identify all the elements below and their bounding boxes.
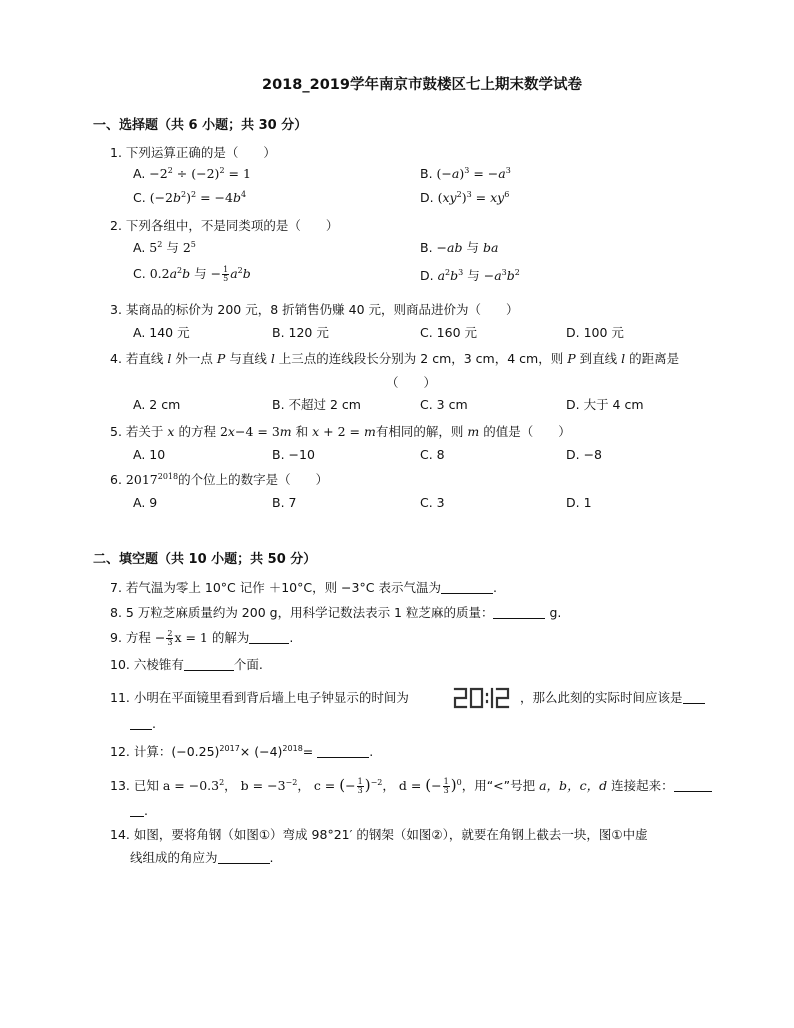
question-text: 某商品的标价为 200 元，8 折销售仍赚 40 元，则商品进价为（ ） — [125, 302, 519, 317]
power-exponent: 2018 — [157, 472, 179, 481]
question-text: 8. 5 万粒芝麻质量约为 200 g，用科学记数法表示 1 粒芝麻的质量： — [110, 605, 494, 620]
question-8 — [110, 605, 561, 620]
exponent: 2017 — [219, 744, 240, 753]
question-14-line-2 — [130, 850, 274, 865]
fraction-denominator: 3 — [167, 638, 173, 647]
option-label: C. — [133, 266, 146, 281]
question-number: 6. — [110, 472, 122, 487]
question-text: × (−4) — [239, 744, 283, 759]
question-number: 2. — [110, 218, 122, 233]
question-14-line-1: 14. 如图，要将角钢（如图①）弯成 98°21′ 的钢架（如图②），就要在角钢上截去一块，图①中虚 — [110, 827, 648, 842]
answer-blank — [317, 745, 369, 758]
question-2-option-b: B. −ab 与 ba — [420, 240, 499, 255]
option-label: A. — [133, 166, 146, 181]
answer-blank — [683, 691, 705, 704]
answer-blank — [441, 581, 493, 594]
question-text: 13. 已知 — [110, 778, 159, 793]
question-11-line-1 — [110, 690, 409, 705]
question-4-option-a: A. 2 cm — [133, 397, 181, 412]
question-number: 4. — [110, 351, 122, 366]
punctuation: . — [492, 580, 497, 595]
question-1-option-c: C. $(-2b^2)^2 = -4b^4$ — [133, 190, 247, 205]
option-label: B. — [420, 240, 433, 255]
question-1-option-d: D. $(xy^2)^3 = xy^6$ — [420, 190, 510, 205]
answer-blank — [674, 779, 712, 792]
question-text: ，用“<”号把 — [461, 778, 536, 793]
question-13-line-1: 13. 已知 $a = -0.3^2$， $b = -3^{-2}$， c = (− $\frac{1}{3}$ )$^{-2}$， d = (− $\frac{1}{3}$ )$^0$，用“<”号把 a，b，c，d 连接起来： — [110, 776, 712, 795]
question-9 — [110, 630, 293, 647]
question-5-option-d: D. −8 — [566, 447, 602, 462]
stem-part: 的距离是 — [629, 351, 680, 366]
option-label: D. — [420, 190, 434, 205]
stem-part: 有相同的解，则 — [375, 424, 464, 439]
stem-part: 若直线 — [125, 351, 164, 366]
question-5-option-b: B. −10 — [272, 447, 315, 462]
def-d: d = — [398, 778, 422, 793]
stem-part: 上三点的连线段长分别为 2 cm，3 cm，4 cm，则 — [278, 351, 564, 366]
conjunction: 与 — [194, 266, 207, 281]
question-10 — [110, 657, 263, 672]
question-text: 连接起来： — [611, 778, 674, 793]
question-4-answer-paren: （ ） — [386, 375, 437, 390]
question-3-option-a: A. 140 元 — [133, 325, 190, 340]
def-c: c = — [313, 778, 336, 793]
question-4-option-d: D. 大于 4 cm — [566, 397, 644, 412]
question-12 — [110, 744, 373, 759]
option-label: B. — [420, 166, 433, 181]
question-5-stem: 5. 若关于 x 的方程 2x−4 = 3m 和 x + 2 = m有相同的解，则 m 的值是（ ） — [110, 424, 571, 439]
exponent: 2018 — [282, 744, 303, 753]
option-label: D. — [420, 268, 434, 283]
punctuation: . — [269, 850, 274, 865]
stem-part: 的值是（ ） — [483, 424, 571, 439]
question-6-option-d: D. 1 — [566, 495, 592, 510]
question-text: 7. 若气温为零上 10°C 记作 ＋10°C，则 −3°C 表示气温为 — [110, 580, 441, 595]
question-5-option-a: A. 10 — [133, 447, 166, 462]
question-2-option-c: C. $0.2a^2b$ 与 − $\frac{1}{5}$ $a^2b$ — [133, 265, 251, 283]
question-11-line-1-end — [520, 690, 705, 705]
stem-part: 的方程 — [178, 424, 216, 439]
conjunction: 与 — [466, 240, 479, 255]
question-4-option-b: B. 不超过 2 cm — [272, 397, 361, 412]
stem-part: 与直线 — [229, 351, 267, 366]
punctuation: . — [152, 716, 156, 731]
stem-part: 若关于 — [125, 424, 164, 439]
question-text: 个面. — [233, 657, 263, 672]
stem-part: 和 — [295, 424, 309, 439]
question-6-option-b: B. 7 — [272, 495, 297, 510]
def-a: a = −0.3 — [162, 778, 220, 793]
question-text: 12. 计算：(−0.25) — [110, 744, 220, 759]
answer-blank — [493, 606, 545, 619]
fraction-numerator: 2 — [167, 629, 173, 638]
question-11-line-2 — [130, 716, 156, 731]
question-text: 下列运算正确的是（ ） — [125, 145, 276, 160]
unit: g. — [549, 605, 562, 620]
question-1-option-a: A. $-2^2 \div (-2)^2 = 1$ — [133, 166, 251, 181]
question-3-option-d: D. 100 元 — [566, 325, 624, 340]
question-text: 10. 六棱锥有 — [110, 657, 184, 672]
conjunction: 与 — [166, 240, 179, 255]
stem-part: 外一点 — [175, 351, 213, 366]
power-base: 2017 — [125, 472, 158, 487]
question-6-option-a: A. 9 — [133, 495, 158, 510]
question-1-stem — [110, 145, 276, 160]
question-5-option-c: C. 8 — [420, 447, 445, 462]
question-text: 11. 小明在平面镜里看到背后墙上电子钟显示的时间为 — [110, 690, 409, 705]
punctuation: . — [144, 803, 148, 818]
question-text: x = 1 的解为 — [174, 630, 250, 645]
question-6-option-c: C. 3 — [420, 495, 445, 510]
question-3-option-c: C. 160 元 — [420, 325, 478, 340]
question-number: 1. — [110, 145, 122, 160]
question-3-stem — [110, 302, 519, 317]
answer-blank — [130, 717, 152, 730]
question-4-stem: 4. 若直线 l 外一点 P 与直线 l 上三点的连线段长分别为 2 cm，3 cm，4 cm，则 P 到直线 l 的距离是 — [110, 351, 680, 366]
question-7 — [110, 580, 497, 595]
question-text: 下列各组中，不是同类项的是（ ） — [125, 218, 339, 233]
section-heading-fill: 二、填空题（共 10 小题；共 50 分） — [93, 552, 317, 567]
stem-part: 到直线 — [579, 351, 618, 366]
question-2-stem — [110, 218, 338, 233]
option-label: A. — [133, 240, 146, 255]
equals-sign: = — [302, 744, 314, 759]
answer-blank — [184, 658, 234, 671]
answer-blank — [249, 631, 289, 644]
stem-part: 的个位上的数字是（ ） — [178, 472, 329, 487]
question-text: 线组成的角应为 — [130, 850, 218, 865]
question-number: 3. — [110, 302, 122, 317]
conjunction: 与 — [467, 268, 480, 283]
punctuation: . — [369, 744, 374, 759]
question-2-option-d: D. $a^2b^3$ 与 $-a^3b^2$ — [420, 268, 520, 283]
question-text: 9. 方程 − — [110, 630, 166, 645]
option-label: C. — [133, 190, 146, 205]
def-b: b = −3 — [240, 778, 286, 793]
question-13-line-2 — [130, 803, 148, 818]
answer-blank — [218, 851, 270, 864]
question-1-option-b: B. $(-a)^3 = -a^3$ — [420, 166, 511, 181]
variable-list: a，b，c，d — [539, 778, 608, 793]
mirrored-digital-clock-icon — [452, 686, 514, 710]
question-text: ，那么此刻的实际时间应该是 — [520, 690, 683, 705]
question-6-stem — [110, 472, 328, 487]
page-title: 2018_2019学年南京市鼓楼区七上期末数学试卷 — [262, 77, 582, 93]
punctuation: . — [289, 630, 294, 645]
question-number: 5. — [110, 424, 122, 439]
answer-blank — [130, 804, 144, 817]
question-3-option-b: B. 120 元 — [272, 325, 329, 340]
question-2-option-a: A. $5^2$ 与 $2^5$ — [133, 240, 196, 255]
question-4-option-c: C. 3 cm — [420, 397, 468, 412]
section-heading-choice: 一、选择题（共 6 小题；共 30 分） — [93, 118, 308, 133]
